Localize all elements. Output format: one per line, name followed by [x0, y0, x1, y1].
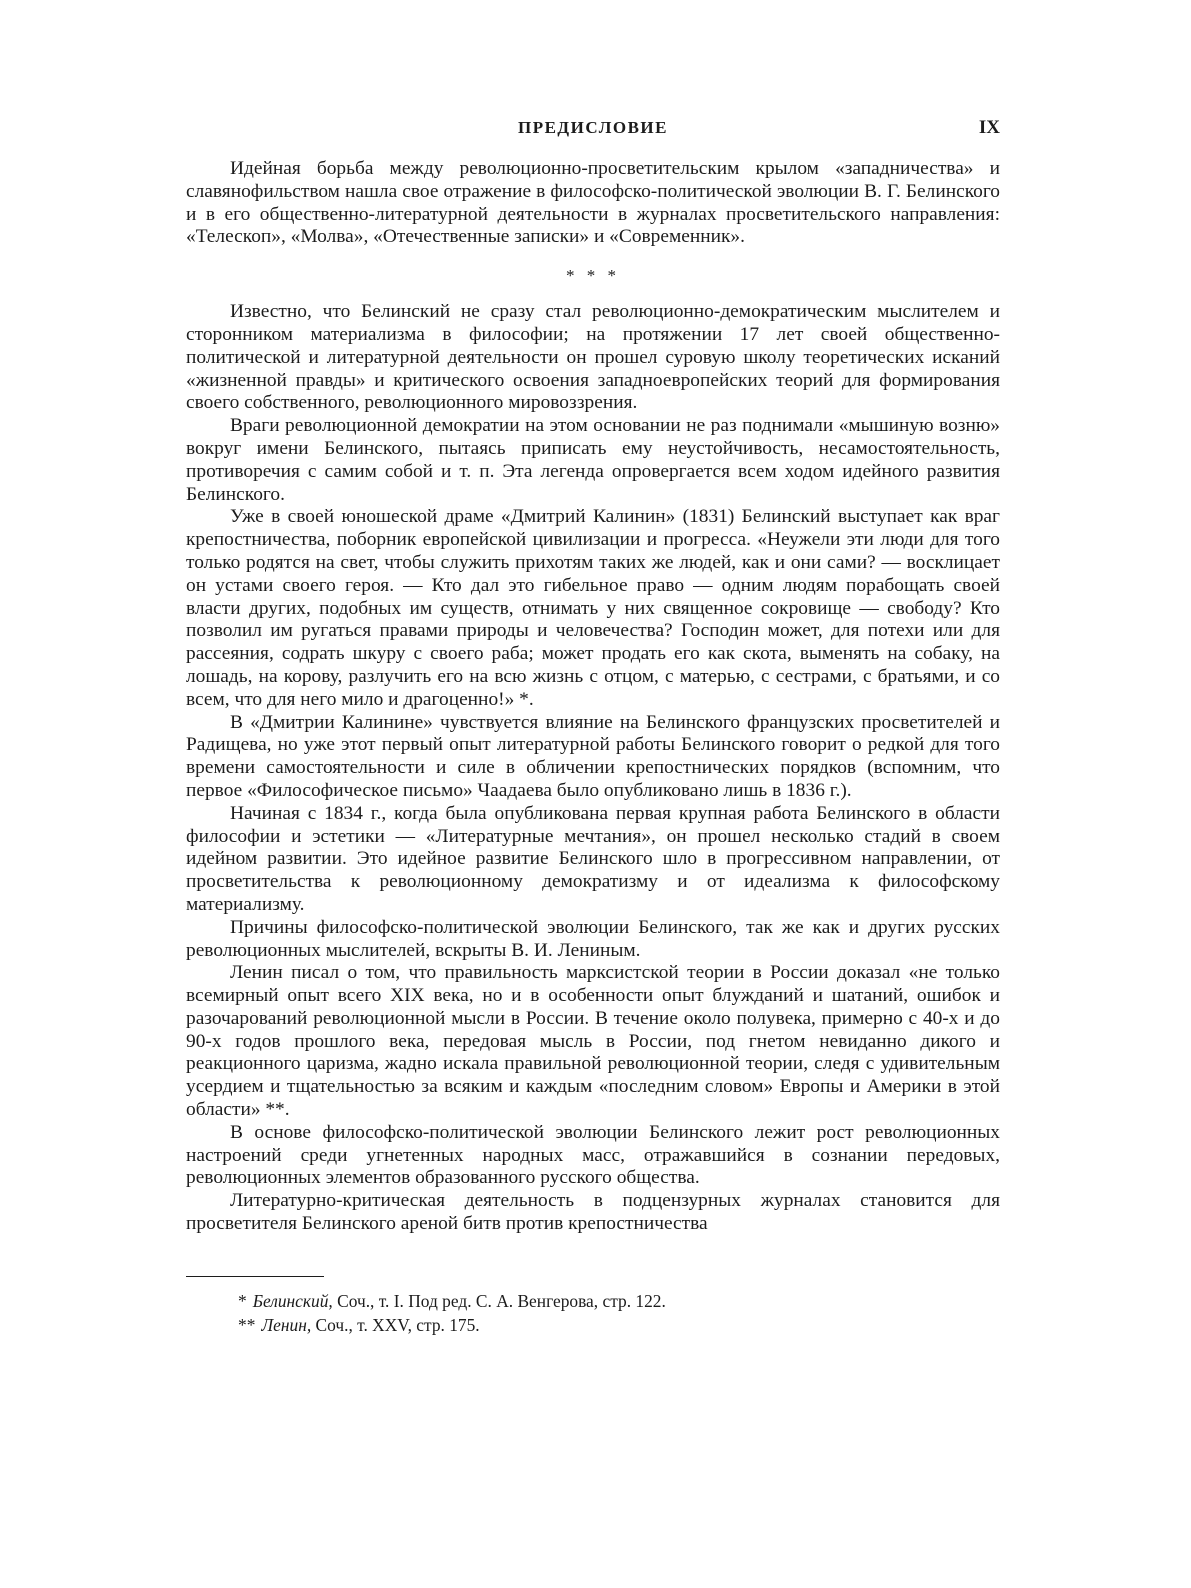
footnote [186, 1289, 1000, 1313]
footnote-divider [186, 1276, 324, 1277]
paragraph: В «Дмитрии Калинине» чувствуется влияние на Белинского французских просветителей и Радищева, но уже этот первый опыт литературной работы Белинского говорит о редкой для того времени самостоятельности и силе в обличении крепостнических порядков (вспомним, что первое «Философическое письмо» Чаадаева было опубликовано лишь в 1836 г.). [186, 711, 1000, 801]
intro-section [186, 158, 1000, 249]
running-header [186, 114, 1000, 144]
paragraph: Литературно-критическая деятельность в подцензурных журналах становится для просветителя Белинского ареной битв против крепостничества [186, 1190, 1000, 1235]
footnote-text: Соч., т. XXV, стр. 175. [315, 1314, 480, 1335]
footnote-mark: * [238, 1290, 247, 1311]
paragraph: Причины философско-политической эволюции Белинского, так же как и других русских революционных мыслителей, вскрыты В. И. Лениным. [186, 916, 1000, 961]
footnote [186, 1313, 1000, 1337]
section-separator: * * * [566, 266, 620, 286]
footnote-author: Белинский, [252, 1290, 333, 1311]
footnotes [186, 1289, 1000, 1337]
page-number: IX [978, 117, 1000, 138]
paragraph: Уже в своей юношеской драме «Дмитрий Калинин» (1831) Белинский выступает как враг крепостничества, поборник европейской цивилизации и прогресса. «Неужели эти люди для того только родятся на свет, чтобы служить прихотям таких же людей, как и они сами? — восклицает он устами своего героя. — Кто дал это гибельное право — одним людям порабощать своей власти других, подобных им существ, отнимать у них священное сокровище — свободу? Кто позволил им ругаться правами природы и человечества? Господин может, для потехи или для рассеяния, содрать шкуру с своего раба; может продать его как скота, выменять на собаку, на лошадь, на корову, разлучить его на всю жизнь с отцом, с матерью, с сестрами, с братьями, и со всем, что для него мило и драгоценно!» *. [186, 506, 1000, 710]
paragraph: Ленин писал о том, что правильность марксистской теории в России доказал «не только всемирный опыт всего XIX века, но и в особенности опыт блужданий и шатаний, ошибок и разочарований революционной мысли в России. В течение около полувека, примерно с 40-х и до 90-х годов прошлого века, передовая мысль в России, под гнетом невиданно дикого и реакционного царизма, жадно искала правильной революционной теории, следя с удивительным усердием и тщательностью за всяким и каждым «последним словом» Европы и Америки в этой области» **. [186, 962, 1000, 1121]
paragraph: Начиная с 1834 г., когда была опубликована первая крупная работа Белинского в области философии и эстетики — «Литературные мечтания», он прошел несколько стадий в своем идейном развитии. Это идейное развитие Белинского шло в прогрессивном направлении, от просветительства к революционному демократизму и от идеализма к философскому материализму. [186, 802, 1000, 915]
footnote-text: Соч., т. I. Под ред. С. А. Венгерова, стр. 122. [337, 1290, 666, 1311]
book-page [186, 114, 1000, 1554]
paragraph: Враги революционной демократии на этом основании не раз поднимали «мышиную возню» вокруг имени Белинского, пытаясь приписать ему неустойчивость, несамостоятельность, противоречия с самим собой и т. п. Эта легенда опровергается всем ходом идейного развития Белинского. [186, 415, 1000, 505]
page-title: ПРЕДИСЛОВИЕ [517, 118, 668, 137]
paragraph: В основе философско-политической эволюции Белинского лежит рост революционных настроений среди угнетенных народных масс, отражавшийся в сознании передовых, революционных элементов образованного русского общества. [186, 1121, 1000, 1189]
paragraph: Известно, что Белинский не сразу стал революционно-демократическим мыслителем и сторонником материализма в философии; на протяжении 17 лет своей общественно-политической и литературной деятельности он прошел суровую школу теоретических исканий «жизненной правды» и критического освоения западноевропейских теорий для формирования своего собственного, революционного мировоззрения. [186, 301, 1000, 414]
footnote-author: Ленин, [261, 1314, 312, 1335]
footnote-mark: ** [238, 1314, 256, 1335]
paragraph: Идейная борьба между революционно-просветительским крылом «западничества» и славянофильством нашла свое отражение в философско-политической эволюции В. Г. Белинского и в его общественно-литературной деятельности в журналах просветительского направления: «Телескоп», «Молва», «Отечественные записки» и «Современник». [186, 158, 1000, 248]
main-text [186, 301, 1000, 1236]
